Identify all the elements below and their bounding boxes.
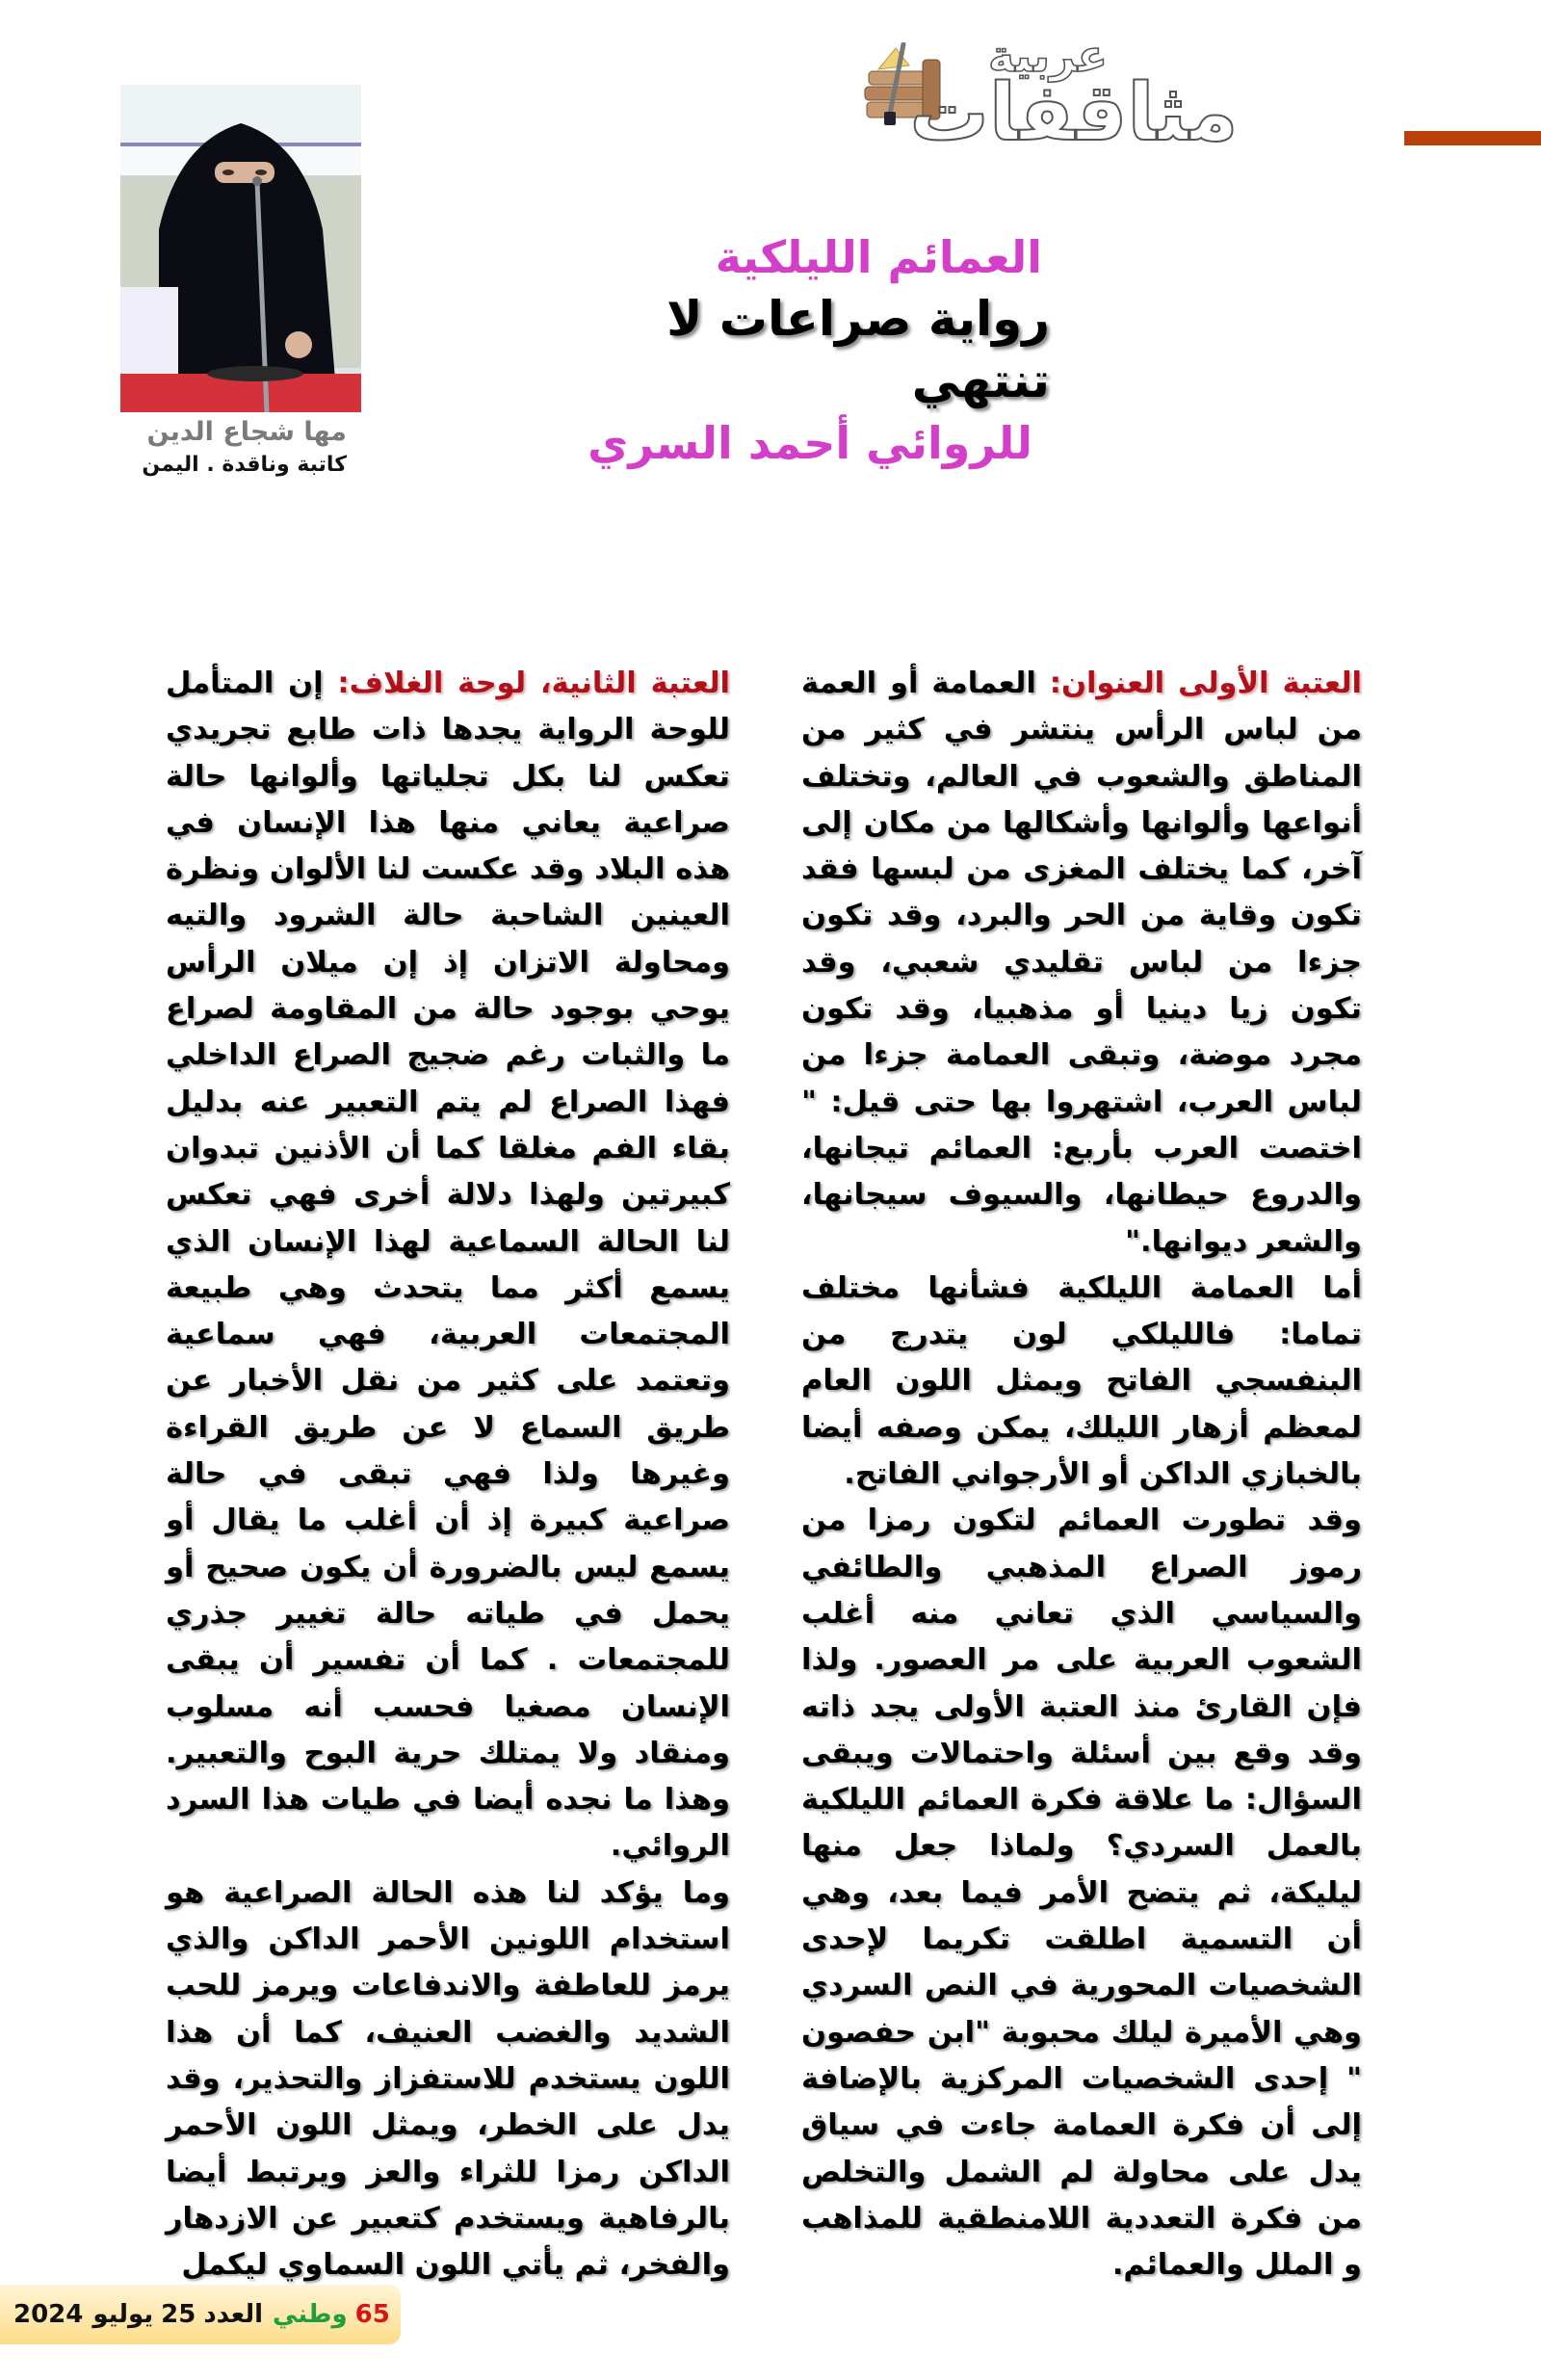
article-column-left <box>166 661 730 2288</box>
article-subtitle: رواية صراعات لا تنتهي <box>666 291 1050 408</box>
logo-wordmark-main: مثاقفات <box>909 67 1239 159</box>
paragraph <box>166 661 730 1870</box>
novel-author-line: للروائي أحمد السري <box>588 417 1032 469</box>
logo-wordmark-sub: عربية <box>988 30 1108 82</box>
author-name: مها شجاع الدين <box>146 417 347 447</box>
paragraph: وما يؤكد لنا هذه الحالة الصراعية هو استخدام اللونين الأحمر الداكن والذي يرمز للعاطفة والاندفاعات ويرمز للحب الشديد والغضب العنيف، كما أن هذا اللون يستخدم للاستفزاز والتحذير، وقد يدل على الخطر، ويمثل اللون الأحمر الداكن رمزا للثراء والعز ويرتبط أيضا بالرفاهية ويستخدم كتعبير عن الازدهار والفخر، ثم يأتي اللون السماوي ليكمل <box>166 1875 730 2283</box>
footer-issue-number: 25 <box>161 2300 196 2329</box>
author-role: كاتبة وناقدة . اليمن <box>142 453 347 477</box>
paragraph: وقد تطورت العمائم لتكون رمزا من رموز الصراع المذهبي والطائفي والسياسي الذي تعاني منه أغلب الشعوب العربية على مر العصور. ولذا فإن القارئ منذ العتبة الأولى يجد ذاته وقد وقع بين أسئلة واحتمالات ويبقى السؤال: ما علاقة فكرة العمائم الليلكية بالعمل السردي؟ ولماذا جعل منها ليليكة، ثم يتضح الأمر فيما بعد، وهي أن التسمية اطلقت تكريما لإحدى الشخصيات المحورية في النص السردي وهي الأميرة ليلك محبوبة "ابن حفصون " إحدى الشخصيات المركزية بالإضافة إلى أن فكرة العمامة جاءت في سياق يدل على محاولة لم الشمل والتخلص من فكرة التعددية اللامنطقية للمذاهب و الملل والعمائم. <box>801 1504 1362 2283</box>
paragraph-text: العمامة أو العمة من لباس الرأس ينتشر في كثير من المناطق والشعوب في العالم، وتختلف أنواعها وألوانها وأشكالها من مكان إلى آخر، كما يختلف المغزى من لبسها فقد تكون وقاية من الحر والبرد، وقد تكون جزءا من لباس تقليدي شعبي، وقد تكون زيا دينيا أو مذهبيا، وقد تكون مجرد موضة، وتبقى العمامة جزءا من لباس العرب، اشتهروا بها حتى قيل: " اختصت العرب بأربع: العمائم تيجانها، والدروع حيطانها، والسيوف سيجانها، والشعر ديوانها." <box>801 667 1362 1259</box>
article-title-block <box>539 226 1050 475</box>
author-portrait-image <box>120 85 361 412</box>
footer-year: 2024 <box>13 2300 84 2329</box>
header-accent-bar <box>1404 131 1541 145</box>
page-footer <box>0 2285 401 2344</box>
paragraph-text: إن المتأمل للوحة الرواية يجدها ذات طابع تجريدي تعكس لنا بكل تجلياتها وألوانها حالة صراعية يعاني منها هذا الإنسان في هذه البلاد وقد عكست لنا الألوان ونظرة العينين الشاحبة حالة الشرود والتيه ومحاولة الاتزان إذ إن ميلان الرأس يوحي بوجود حالة من المقاومة لصراع ما والثبات رغم ضجيج الصراع الداخلي فهذا الصراع لم يتم التعبير عنه بدليل بقاء الفم مغلقا كما أن الأذنين تبدوان كبيرتين ولهذا دلالة أخرى فهي تعكس لنا الحالة السماعية لهذا الإنسان الذي يسمع أكثر مما يتحدث وهي طبيعة المجتمعات العربية، فهي سماعية وتعتمد على كثير من نقل الأخبار عن طريق السماع لا عن طريق القراءة وغيرها ولذا فهي تبقى في حالة صراعية كبيرة إذ أن أغلب ما يقال أو يسمع ليس بالضرورة أن يكون صحيح أو يحمل في طياته حالة تغيير جذري للمجتمعات . كما أن تفسير أن يبقى الإنسان مصغيا فحسب أنه مسلوب ومنقاد ولا يمتلك حرية البوح والتعبير. وهذا ما نجده أيضا في طيات هذا السرد الروائي. <box>166 667 730 1864</box>
article-column-right <box>801 661 1362 2288</box>
footer-month: يوليو <box>92 2300 154 2329</box>
section-heading-first-threshold: العتبة الأولى العنوان: <box>1049 667 1362 700</box>
author-photo <box>120 85 361 412</box>
footer-magazine-name: وطني <box>273 2300 348 2329</box>
page-number: 65 <box>354 2300 390 2329</box>
paragraph <box>801 661 1362 1266</box>
footer-issue-label: العدد <box>203 2300 264 2329</box>
article-title: العمائم الليلكية <box>715 231 1042 283</box>
paragraph: أما العمامة الليلكية فشأنها مختلف تماما: فالليلكي لون يتدرج من البنفسجي الفاتح ويمثل اللون العام لمعظم أزهار الليلك، يمكن وصفه أيضا بالخبازي الداكن أو الأرجواني الفاتح. <box>801 1270 1362 1492</box>
section-heading-second-threshold: العتبة الثانية، لوحة الغلاف: <box>337 667 730 700</box>
